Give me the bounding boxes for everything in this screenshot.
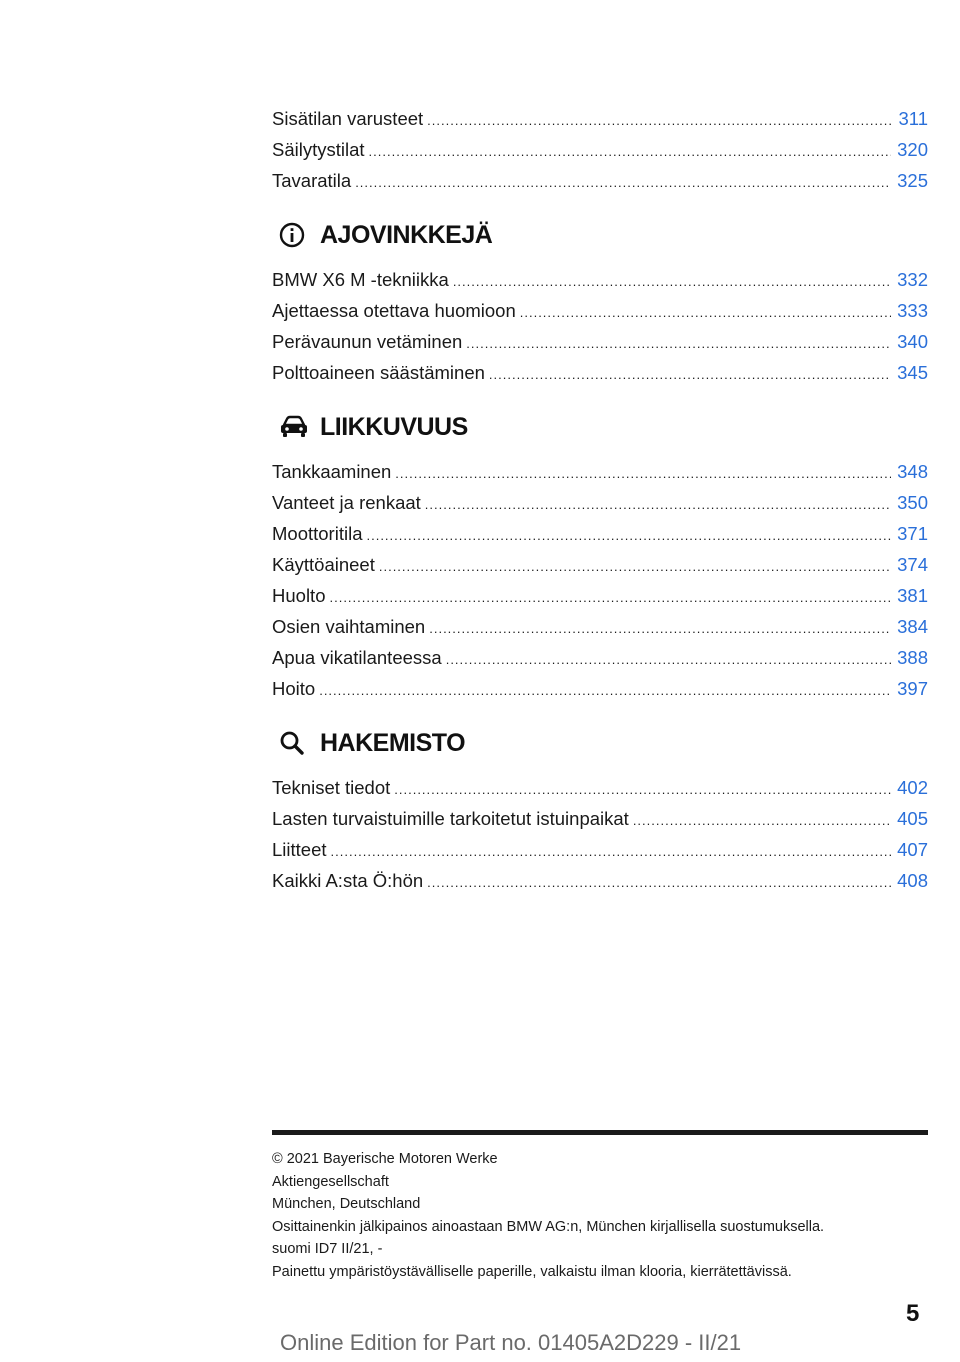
- toc-page-link[interactable]: 374: [897, 554, 928, 575]
- toc-page-link[interactable]: 405: [897, 808, 928, 829]
- toc-entry[interactable]: [272, 357, 928, 388]
- car-icon: [272, 411, 312, 443]
- toc-page-link[interactable]: 348: [897, 461, 928, 482]
- toc-entry-label: Lasten turvaistuimille tarkoitetut istuinpaikat: [272, 808, 629, 829]
- toc-entry-label: Tankkaaminen: [272, 461, 392, 482]
- toc-page-link[interactable]: 407: [897, 839, 928, 860]
- leader-dots: [427, 867, 891, 896]
- toc-entry-label: Apua vikatilanteessa: [272, 647, 442, 668]
- toc-page-link[interactable]: 350: [897, 492, 928, 513]
- toc-entry-label: Kaikki A:sta Ö:hön: [272, 870, 424, 891]
- toc-page-link[interactable]: 340: [897, 331, 928, 352]
- toc-entry[interactable]: [272, 103, 928, 134]
- leader-dots: [633, 805, 891, 834]
- toc-entry[interactable]: [272, 295, 928, 326]
- leader-dots: [319, 675, 891, 704]
- toc-entry[interactable]: [272, 580, 928, 611]
- leader-dots: [429, 613, 891, 642]
- imprint-line: suomi ID7 II/21, -: [272, 1241, 383, 1257]
- leader-dots: [395, 458, 891, 487]
- toc-entry[interactable]: [272, 487, 928, 518]
- toc-entry-label: Ajettaessa otettava huomioon: [272, 300, 516, 321]
- toc-entry[interactable]: [272, 326, 928, 357]
- table-of-contents: [272, 103, 928, 896]
- leader-dots: [331, 836, 892, 865]
- leader-dots: [369, 136, 892, 165]
- leader-dots: [446, 644, 891, 673]
- toc-entry-label: Perävaunun vetäminen: [272, 331, 463, 352]
- leader-dots: [425, 489, 891, 518]
- footer-edition: Online Edition for Part no. 01405A2D229 - II/21: [280, 1330, 742, 1355]
- toc-entry-label: Vanteet ja renkaat: [272, 492, 421, 513]
- leader-dots: [466, 328, 891, 357]
- toc-entry[interactable]: [272, 772, 928, 803]
- toc-entry[interactable]: [272, 264, 928, 295]
- toc-page-link[interactable]: 408: [897, 870, 928, 891]
- toc-entry[interactable]: [272, 456, 928, 487]
- leader-dots: [427, 105, 892, 134]
- toc-entry[interactable]: [272, 865, 928, 896]
- toc-page-link[interactable]: 402: [897, 777, 928, 798]
- imprint-line: München, Deutschland: [272, 1196, 421, 1212]
- toc-page-link[interactable]: 345: [897, 362, 928, 383]
- toc-entry-label: Tavaratila: [272, 170, 352, 191]
- page-number: 5: [906, 1300, 920, 1327]
- section-heading-mobility: [272, 408, 928, 446]
- toc-page-link[interactable]: 384: [897, 616, 928, 637]
- toc-page-link[interactable]: 371: [897, 523, 928, 544]
- toc-entry[interactable]: [272, 803, 928, 834]
- leader-dots: [379, 551, 891, 580]
- section-title: AJOVINKKEJÄ: [320, 220, 493, 249]
- toc-page-link[interactable]: 388: [897, 647, 928, 668]
- toc-page-link[interactable]: 381: [897, 585, 928, 606]
- section-heading-index: [272, 724, 928, 762]
- toc-entry-label: Käyttöaineet: [272, 554, 375, 575]
- info-icon: [272, 219, 312, 251]
- search-icon: [272, 727, 312, 759]
- imprint-line: Osittainenkin jälkipainos ainoastaan BMW AG:n, München kirjallisella suostumuksella.: [272, 1218, 825, 1235]
- section-heading-driving-tips: [272, 216, 928, 254]
- leader-dots: [489, 359, 891, 388]
- leader-dots: [520, 297, 891, 326]
- section-title: LIIKKUVUUS: [320, 412, 468, 441]
- toc-entry-label: Säilytystilat: [272, 139, 365, 160]
- toc-entry-label: Sisätilan varusteet: [272, 108, 424, 129]
- toc-entry-label: Osien vaihtaminen: [272, 616, 426, 637]
- toc-entry[interactable]: [272, 673, 928, 704]
- toc-entry[interactable]: [272, 642, 928, 673]
- leader-dots: [453, 266, 891, 295]
- divider: [272, 1130, 928, 1135]
- toc-entry[interactable]: [272, 518, 928, 549]
- toc-page-link[interactable]: 320: [897, 139, 928, 160]
- toc-entry[interactable]: [272, 549, 928, 580]
- toc-entry[interactable]: [272, 165, 928, 196]
- toc-entry-label: BMW X6 M -tekniikka: [272, 269, 449, 290]
- leader-dots: [329, 582, 891, 611]
- toc-entry-label: Moottoritila: [272, 523, 363, 544]
- section-title: HAKEMISTO: [320, 728, 466, 757]
- toc-page-link[interactable]: 311: [898, 108, 928, 129]
- toc-page-link[interactable]: 325: [897, 170, 928, 191]
- toc-entry[interactable]: [272, 611, 928, 642]
- imprint-line: © 2021 Bayerische Motoren Werke: [272, 1151, 498, 1167]
- toc-entry-label: Huolto: [272, 585, 326, 606]
- toc-entry[interactable]: [272, 134, 928, 165]
- toc-entry-label: Tekniset tiedot: [272, 777, 391, 798]
- toc-entry-label: Polttoaineen säästäminen: [272, 362, 485, 383]
- leader-dots: [366, 520, 891, 549]
- leader-dots: [394, 774, 891, 803]
- toc-entry-label: Hoito: [272, 678, 316, 699]
- toc-entry[interactable]: [272, 834, 928, 865]
- imprint-line: Painettu ympäristöystävälliselle paperille, valkaistu ilman klooria, kierrätettävissä.: [272, 1263, 792, 1280]
- toc-page-link[interactable]: 397: [897, 678, 928, 699]
- imprint: [272, 1148, 928, 1283]
- toc-page-link[interactable]: 333: [897, 300, 928, 321]
- toc-page-link[interactable]: 332: [897, 269, 928, 290]
- toc-entry-label: Liitteet: [272, 839, 327, 860]
- leader-dots: [355, 167, 891, 196]
- imprint-line: Aktiengesellschaft: [272, 1173, 389, 1190]
